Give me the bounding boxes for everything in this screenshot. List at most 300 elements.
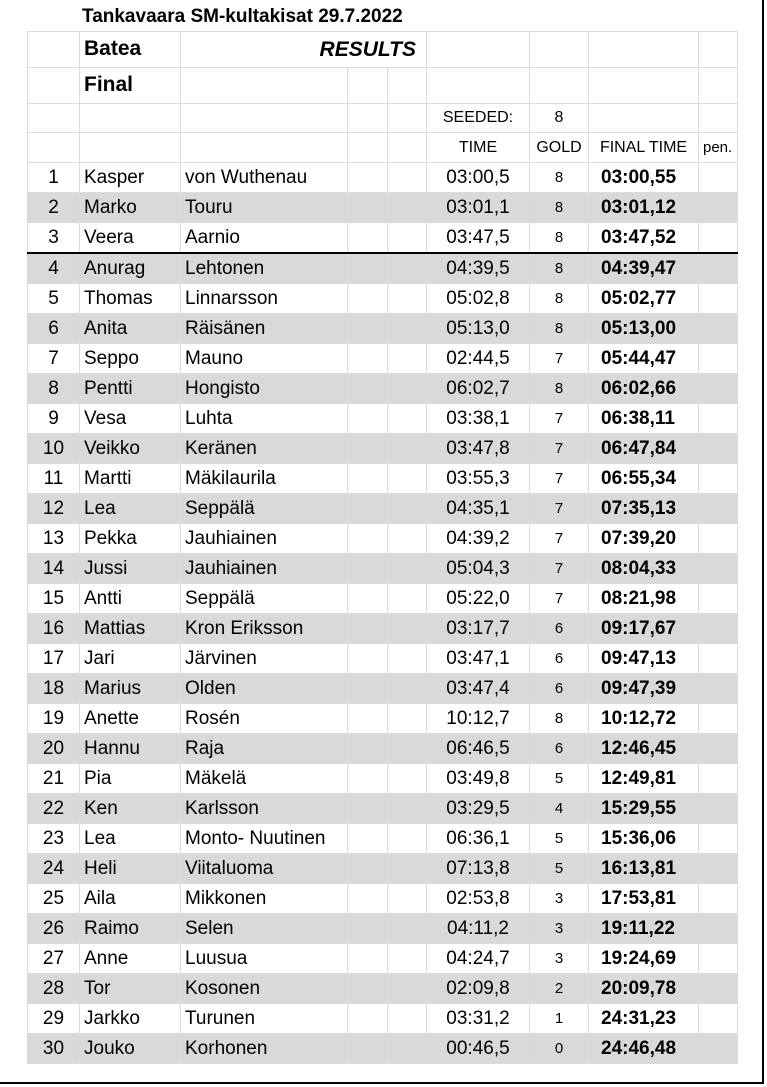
- table-row: [28, 554, 738, 584]
- table-row: [28, 584, 738, 614]
- last-name-cell: Raja: [181, 734, 348, 764]
- first-name-cell: Lea: [80, 824, 181, 854]
- last-name-cell: Järvinen: [181, 644, 348, 674]
- final-time-cell: 06:55,34: [589, 464, 699, 494]
- pen-cell: [699, 614, 738, 644]
- time-cell: 03:47,4: [427, 674, 530, 704]
- final-time-cell: 09:47,39: [589, 674, 699, 704]
- rank-cell: 21: [28, 764, 80, 794]
- time-cell: 06:46,5: [427, 734, 530, 764]
- time-cell: 05:04,3: [427, 554, 530, 584]
- last-name-cell: Turunen: [181, 1004, 348, 1034]
- last-name-cell: Jauhiainen: [181, 554, 348, 584]
- gold-cell: 3: [530, 914, 589, 944]
- time-cell: 06:02,7: [427, 374, 530, 404]
- empty-cell: [348, 704, 388, 734]
- empty-cell: [348, 524, 388, 554]
- last-name-cell: Mäkilaurila: [181, 464, 348, 494]
- results-heading: RESULTS: [181, 32, 427, 68]
- empty-cell: [388, 284, 427, 314]
- gold-cell: 8: [530, 284, 589, 314]
- table-row: [28, 374, 738, 404]
- empty-cell: [388, 223, 427, 254]
- final-time-cell: 05:44,47: [589, 344, 699, 374]
- rank-cell: 18: [28, 674, 80, 704]
- final-time-cell: 12:46,45: [589, 734, 699, 764]
- time-cell: 03:00,5: [427, 163, 530, 193]
- pen-cell: [699, 974, 738, 1004]
- first-name-cell: Pentti: [80, 374, 181, 404]
- pen-cell: [699, 253, 738, 284]
- final-time-cell: 16:13,81: [589, 854, 699, 884]
- pen-cell: [699, 223, 738, 254]
- pen-cell: [699, 824, 738, 854]
- rank-cell: 24: [28, 854, 80, 884]
- empty-cell: [388, 1034, 427, 1064]
- rank-cell: 8: [28, 374, 80, 404]
- table-row: [28, 1034, 738, 1064]
- rank-cell: 9: [28, 404, 80, 434]
- rank-cell: 2: [28, 193, 80, 223]
- table-row: [28, 524, 738, 554]
- col-header-gold: GOLD: [530, 133, 589, 163]
- last-name-cell: Lehtonen: [181, 253, 348, 284]
- first-name-cell: Veikko: [80, 434, 181, 464]
- pen-cell: [699, 914, 738, 944]
- time-cell: 03:38,1: [427, 404, 530, 434]
- empty-cell: [388, 253, 427, 284]
- final-time-cell: 09:47,13: [589, 644, 699, 674]
- time-cell: 06:36,1: [427, 824, 530, 854]
- final-time-cell: 05:02,77: [589, 284, 699, 314]
- table-row: [28, 223, 738, 254]
- first-name-cell: Hannu: [80, 734, 181, 764]
- rank-cell: 1: [28, 163, 80, 193]
- pen-cell: [699, 884, 738, 914]
- last-name-cell: Korhonen: [181, 1034, 348, 1064]
- time-cell: 04:35,1: [427, 494, 530, 524]
- gold-cell: 7: [530, 584, 589, 614]
- final-time-cell: 15:36,06: [589, 824, 699, 854]
- rank-cell: 15: [28, 584, 80, 614]
- pen-cell: [699, 554, 738, 584]
- time-cell: 03:29,5: [427, 794, 530, 824]
- final-time-cell: 19:24,69: [589, 944, 699, 974]
- pen-cell: [699, 464, 738, 494]
- rank-cell: 23: [28, 824, 80, 854]
- empty-cell: [348, 974, 388, 1004]
- pen-cell: [699, 404, 738, 434]
- gold-cell: 2: [530, 974, 589, 1004]
- rank-cell: 27: [28, 944, 80, 974]
- empty-cell: [388, 824, 427, 854]
- rank-cell: 19: [28, 704, 80, 734]
- gold-cell: 6: [530, 614, 589, 644]
- gold-cell: 5: [530, 764, 589, 794]
- pen-cell: [699, 734, 738, 764]
- pen-cell: [699, 704, 738, 734]
- table-row: [28, 193, 738, 223]
- time-cell: 05:13,0: [427, 314, 530, 344]
- last-name-cell: Aarnio: [181, 223, 348, 254]
- gold-cell: 8: [530, 374, 589, 404]
- final-time-cell: 06:47,84: [589, 434, 699, 464]
- results-table: [27, 31, 738, 1064]
- final-time-cell: 24:46,48: [589, 1034, 699, 1064]
- empty-cell: [388, 734, 427, 764]
- first-name-cell: Kasper: [80, 163, 181, 193]
- pen-cell: [699, 794, 738, 824]
- col-header-pen: pen.: [699, 133, 738, 163]
- table-row: [28, 704, 738, 734]
- rank-cell: 6: [28, 314, 80, 344]
- first-name-cell: Anurag: [80, 253, 181, 284]
- rank-cell: 29: [28, 1004, 80, 1034]
- empty-cell: [388, 854, 427, 884]
- first-name-cell: Jouko: [80, 1034, 181, 1064]
- first-name-cell: Lea: [80, 494, 181, 524]
- empty-cell: [348, 193, 388, 223]
- table-row: [28, 314, 738, 344]
- time-cell: 03:55,3: [427, 464, 530, 494]
- pen-cell: [699, 193, 738, 223]
- pen-cell: [699, 163, 738, 193]
- final-time-cell: 17:53,81: [589, 884, 699, 914]
- pen-cell: [699, 524, 738, 554]
- rank-cell: 3: [28, 223, 80, 254]
- table-row: [28, 914, 738, 944]
- empty-cell: [348, 734, 388, 764]
- table-row: [28, 163, 738, 193]
- final-time-cell: 10:12,72: [589, 704, 699, 734]
- last-name-cell: Seppälä: [181, 494, 348, 524]
- empty-cell: [388, 644, 427, 674]
- time-cell: 10:12,7: [427, 704, 530, 734]
- empty-cell: [388, 554, 427, 584]
- last-name-cell: von Wuthenau: [181, 163, 348, 193]
- gold-cell: 8: [530, 163, 589, 193]
- empty-cell: [348, 494, 388, 524]
- time-cell: 04:11,2: [427, 914, 530, 944]
- final-time-cell: 19:11,22: [589, 914, 699, 944]
- final-time-cell: 05:13,00: [589, 314, 699, 344]
- empty-cell: [348, 284, 388, 314]
- last-name-cell: Luhta: [181, 404, 348, 434]
- round-name: Final: [80, 68, 181, 104]
- last-name-cell: Karlsson: [181, 794, 348, 824]
- first-name-cell: Veera: [80, 223, 181, 254]
- empty-cell: [348, 884, 388, 914]
- pen-cell: [699, 374, 738, 404]
- pen-cell: [699, 434, 738, 464]
- pen-cell: [699, 1034, 738, 1064]
- time-cell: 04:39,2: [427, 524, 530, 554]
- last-name-cell: Mikkonen: [181, 884, 348, 914]
- empty-cell: [388, 163, 427, 193]
- empty-cell: [348, 344, 388, 374]
- rank-cell: 20: [28, 734, 80, 764]
- empty-cell: [348, 223, 388, 254]
- gold-cell: 3: [530, 884, 589, 914]
- last-name-cell: Keränen: [181, 434, 348, 464]
- empty-cell: [388, 524, 427, 554]
- rank-cell: 25: [28, 884, 80, 914]
- last-name-cell: Luusua: [181, 944, 348, 974]
- seeded-value: 8: [530, 104, 589, 133]
- time-cell: 00:46,5: [427, 1034, 530, 1064]
- table-row: [28, 794, 738, 824]
- table-row: [28, 253, 738, 284]
- pen-cell: [699, 584, 738, 614]
- final-time-cell: 03:00,55: [589, 163, 699, 193]
- last-name-cell: Kosonen: [181, 974, 348, 1004]
- empty-cell: [348, 253, 388, 284]
- time-cell: 02:53,8: [427, 884, 530, 914]
- empty-cell: [348, 404, 388, 434]
- empty-cell: [348, 944, 388, 974]
- table-row: [28, 884, 738, 914]
- first-name-cell: Thomas: [80, 284, 181, 314]
- final-time-cell: 06:38,11: [589, 404, 699, 434]
- time-cell: 03:17,7: [427, 614, 530, 644]
- last-name-cell: Olden: [181, 674, 348, 704]
- time-cell: 04:24,7: [427, 944, 530, 974]
- rank-cell: 16: [28, 614, 80, 644]
- first-name-cell: Heli: [80, 854, 181, 884]
- time-cell: 05:02,8: [427, 284, 530, 314]
- time-cell: 03:47,1: [427, 644, 530, 674]
- gold-cell: 7: [530, 464, 589, 494]
- empty-cell: [388, 584, 427, 614]
- table-row: [28, 284, 738, 314]
- empty-cell: [348, 374, 388, 404]
- empty-cell: [348, 464, 388, 494]
- first-name-cell: Anette: [80, 704, 181, 734]
- gold-cell: 6: [530, 734, 589, 764]
- last-name-cell: Jauhiainen: [181, 524, 348, 554]
- first-name-cell: Antti: [80, 584, 181, 614]
- time-cell: 03:31,2: [427, 1004, 530, 1034]
- rank-cell: 17: [28, 644, 80, 674]
- time-cell: 04:39,5: [427, 253, 530, 284]
- table-row: [28, 434, 738, 464]
- empty-cell: [348, 1004, 388, 1034]
- final-time-cell: 08:21,98: [589, 584, 699, 614]
- empty-cell: [388, 884, 427, 914]
- empty-cell: [388, 614, 427, 644]
- empty-cell: [348, 314, 388, 344]
- empty-cell: [388, 1004, 427, 1034]
- table-row: [28, 854, 738, 884]
- table-row: [28, 734, 738, 764]
- table-row: [28, 764, 738, 794]
- first-name-cell: Marko: [80, 193, 181, 223]
- first-name-cell: Anne: [80, 944, 181, 974]
- last-name-cell: Räisänen: [181, 314, 348, 344]
- empty-cell: [348, 584, 388, 614]
- rank-cell: 4: [28, 253, 80, 284]
- last-name-cell: Viitaluoma: [181, 854, 348, 884]
- gold-cell: 8: [530, 314, 589, 344]
- empty-cell: [348, 674, 388, 704]
- final-time-cell: 03:47,52: [589, 223, 699, 254]
- page-title: Tankavaara SM-kultakisat 29.7.2022: [82, 6, 403, 27]
- empty-cell: [348, 554, 388, 584]
- pen-cell: [699, 494, 738, 524]
- first-name-cell: Tor: [80, 974, 181, 1004]
- pen-cell: [699, 674, 738, 704]
- first-name-cell: Martti: [80, 464, 181, 494]
- final-time-cell: 08:04,33: [589, 554, 699, 584]
- pen-cell: [699, 284, 738, 314]
- table-row: [28, 1004, 738, 1034]
- empty-cell: [388, 434, 427, 464]
- table-row: [28, 674, 738, 704]
- first-name-cell: Pekka: [80, 524, 181, 554]
- empty-cell: [388, 494, 427, 524]
- gold-cell: 6: [530, 674, 589, 704]
- table-row: [28, 944, 738, 974]
- pen-cell: [699, 944, 738, 974]
- empty-cell: [388, 464, 427, 494]
- last-name-cell: Hongisto: [181, 374, 348, 404]
- first-name-cell: Jussi: [80, 554, 181, 584]
- pen-cell: [699, 344, 738, 374]
- first-name-cell: Vesa: [80, 404, 181, 434]
- first-name-cell: Pia: [80, 764, 181, 794]
- empty-cell: [348, 614, 388, 644]
- empty-cell: [348, 914, 388, 944]
- last-name-cell: Monto- Nuutinen: [181, 824, 348, 854]
- final-time-cell: 06:02,66: [589, 374, 699, 404]
- final-time-cell: 07:39,20: [589, 524, 699, 554]
- gold-cell: 8: [530, 253, 589, 284]
- last-name-cell: Mäkelä: [181, 764, 348, 794]
- empty-cell: [348, 764, 388, 794]
- col-header-time: TIME: [427, 133, 530, 163]
- empty-cell: [388, 794, 427, 824]
- first-name-cell: Seppo: [80, 344, 181, 374]
- first-name-cell: Aila: [80, 884, 181, 914]
- time-cell: 03:47,5: [427, 223, 530, 254]
- first-name-cell: Mattias: [80, 614, 181, 644]
- gold-cell: 5: [530, 854, 589, 884]
- time-cell: 03:49,8: [427, 764, 530, 794]
- empty-cell: [388, 374, 427, 404]
- final-time-cell: 12:49,81: [589, 764, 699, 794]
- last-name-cell: Seppälä: [181, 584, 348, 614]
- rank-cell: 22: [28, 794, 80, 824]
- rank-cell: 28: [28, 974, 80, 1004]
- rank-cell: 7: [28, 344, 80, 374]
- last-name-cell: Linnarsson: [181, 284, 348, 314]
- last-name-cell: Kron Eriksson: [181, 614, 348, 644]
- rank-cell: 26: [28, 914, 80, 944]
- last-name-cell: Mauno: [181, 344, 348, 374]
- gold-cell: 7: [530, 434, 589, 464]
- pen-cell: [699, 764, 738, 794]
- gold-cell: 7: [530, 344, 589, 374]
- empty-cell: [348, 1034, 388, 1064]
- pen-cell: [699, 314, 738, 344]
- empty-cell: [388, 914, 427, 944]
- time-cell: 05:22,0: [427, 584, 530, 614]
- gold-cell: 4: [530, 794, 589, 824]
- first-name-cell: Raimo: [80, 914, 181, 944]
- last-name-cell: Touru: [181, 193, 348, 223]
- first-name-cell: Anita: [80, 314, 181, 344]
- final-time-cell: 09:17,67: [589, 614, 699, 644]
- gold-cell: 5: [530, 824, 589, 854]
- rank-cell: 10: [28, 434, 80, 464]
- time-cell: 02:44,5: [427, 344, 530, 374]
- empty-cell: [388, 344, 427, 374]
- table-row: [28, 824, 738, 854]
- gold-cell: 0: [530, 1034, 589, 1064]
- pen-cell: [699, 1004, 738, 1034]
- final-time-cell: 20:09,78: [589, 974, 699, 1004]
- first-name-cell: Jarkko: [80, 1004, 181, 1034]
- col-header-final-time: FINAL TIME: [589, 133, 699, 163]
- rank-cell: 30: [28, 1034, 80, 1064]
- empty-cell: [388, 193, 427, 223]
- final-time-cell: 07:35,13: [589, 494, 699, 524]
- first-name-cell: Ken: [80, 794, 181, 824]
- empty-cell: [388, 674, 427, 704]
- rank-cell: 13: [28, 524, 80, 554]
- table-row: [28, 644, 738, 674]
- empty-cell: [348, 434, 388, 464]
- final-time-cell: 15:29,55: [589, 794, 699, 824]
- time-cell: 03:01,1: [427, 193, 530, 223]
- table-row: [28, 974, 738, 1004]
- rank-cell: 14: [28, 554, 80, 584]
- rank-cell: 11: [28, 464, 80, 494]
- gold-cell: 6: [530, 644, 589, 674]
- empty-cell: [388, 314, 427, 344]
- time-cell: 03:47,8: [427, 434, 530, 464]
- table-row: [28, 464, 738, 494]
- gold-cell: 7: [530, 524, 589, 554]
- rank-cell: 5: [28, 284, 80, 314]
- pen-cell: [699, 854, 738, 884]
- gold-cell: 8: [530, 193, 589, 223]
- first-name-cell: Marius: [80, 674, 181, 704]
- gold-cell: 1: [530, 1004, 589, 1034]
- rank-cell: 12: [28, 494, 80, 524]
- time-cell: 07:13,8: [427, 854, 530, 884]
- gold-cell: 3: [530, 944, 589, 974]
- empty-cell: [388, 944, 427, 974]
- empty-cell: [388, 404, 427, 434]
- gold-cell: 7: [530, 404, 589, 434]
- empty-cell: [348, 854, 388, 884]
- table-row: [28, 404, 738, 434]
- table-row: [28, 344, 738, 374]
- empty-cell: [348, 644, 388, 674]
- gold-cell: 8: [530, 223, 589, 254]
- first-name-cell: Jari: [80, 644, 181, 674]
- final-time-cell: 03:01,12: [589, 193, 699, 223]
- empty-cell: [348, 824, 388, 854]
- table-row: [28, 614, 738, 644]
- pen-cell: [699, 644, 738, 674]
- empty-cell: [388, 974, 427, 1004]
- gold-cell: 7: [530, 554, 589, 584]
- final-time-cell: 24:31,23: [589, 1004, 699, 1034]
- event-name: Batea: [80, 32, 181, 68]
- gold-cell: 7: [530, 494, 589, 524]
